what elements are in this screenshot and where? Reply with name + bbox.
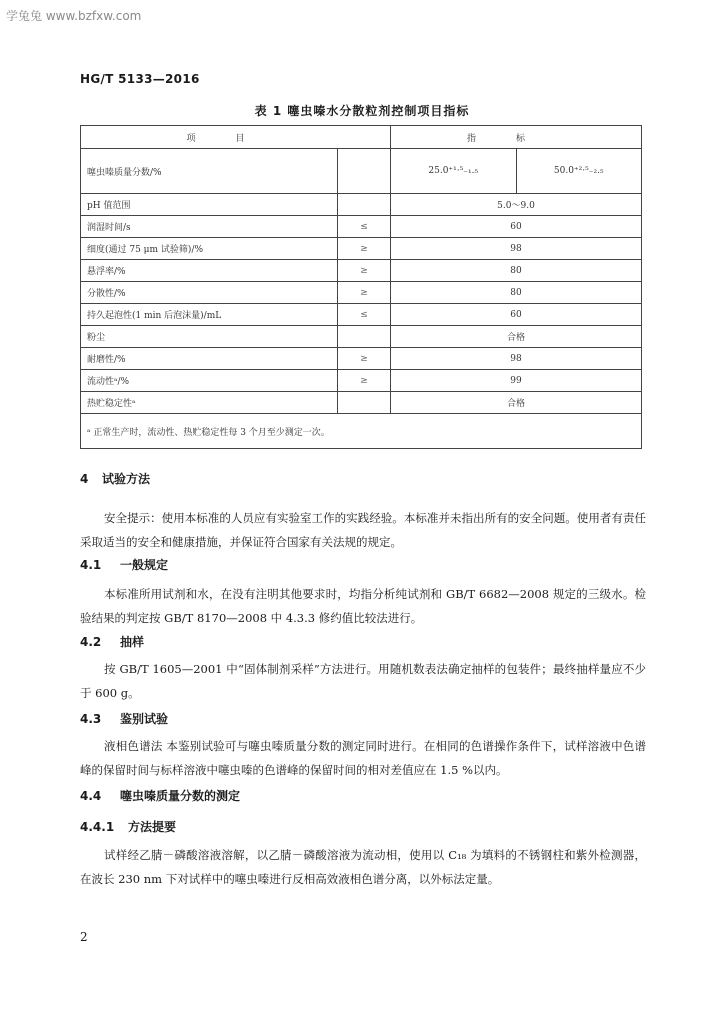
row-value: 60 [391,216,642,238]
table-row [81,194,642,216]
standard-code: HG/T 5133—2016 [80,72,200,86]
row-value: 99 [391,370,642,392]
page-number: 2 [80,930,88,944]
table-row [81,149,642,194]
section-number: 4.4.1 [80,820,115,834]
watermark-text: 学兔兔 www.bzfxw.com [6,9,142,23]
table-row [81,370,642,392]
section-title: 试验方法 [102,472,151,486]
row-symbol [338,392,391,414]
section-title: 一般规定 [120,558,169,572]
section-title: 方法提要 [128,820,177,834]
row-item: 持久起泡性(1 min 后泡沫量)/mL [81,304,338,326]
section-4-2-heading [80,633,144,650]
section-4-4-heading [80,787,240,804]
row-value: 98 [391,348,642,370]
table-row [81,326,642,348]
table-title: 表 1 噻虫嗪水分散粒剂控制项目指标 [254,104,470,118]
row-value: 80 [391,260,642,282]
row-value: 60 [391,304,642,326]
section-4-4-1-heading [80,818,176,835]
section-4-4-1-text: 试样经乙腈－磷酸溶液溶解，以乙腈－磷酸溶液为流动相，使用以 C₁₈ 为填料的不锈钢柱和紫外检测器，在波长 230 nm 下对试样中的噻虫嗪进行反相高效液相色谱分离，以外标法定量。 [80,848,646,886]
table-row [81,216,642,238]
row-item: 流动性ᵃ/% [81,370,338,392]
section-4-heading [80,470,150,487]
row-symbol [338,326,391,348]
row-item: 热贮稳定性ᵃ [81,392,338,414]
row-symbol: ≥ [338,238,391,260]
row-symbol [338,194,391,216]
section-4-3-heading [80,710,168,727]
row-value: 80 [391,282,642,304]
table-footnote: ᵃ 正常生产时，流动性、热贮稳定性每 3 个月至少测定一次。 [81,414,642,449]
row-item: 粉尘 [81,326,338,348]
table-note-row [81,414,642,449]
row-symbol: ≤ [338,216,391,238]
row-symbol: ≥ [338,348,391,370]
header-item: 项目 [81,126,391,149]
table-header-row [81,126,642,149]
section-title: 噻虫嗪质量分数的测定 [120,789,241,803]
table-row [81,282,642,304]
section-4-1-text: 本标准所用试剂和水，在没有注明其他要求时，均指分析纯试剂和 GB/T 6682—2008 规定的三级水。检验结果的判定按 GB/T 8170—2008 中 4.3.3 修约值比较法进行。 [80,587,646,625]
table-row [81,238,642,260]
row-item: 细度(通过 75 μm 试验筛)/% [81,238,338,260]
row-value-25: 25.0⁺¹·⁵₋₁.₅ [391,149,517,194]
row-symbol: ≥ [338,370,391,392]
row-symbol [338,149,391,194]
safety-notice: 安全提示：使用本标准的人员应有实验室工作的实践经验。本标准并未指出所有的安全问题。使用者有责任采取适当的安全和健康措施，并保证符合国家有关法规的规定。 [80,511,646,549]
row-value-50: 50.0⁺²·⁵₋₂.₅ [516,149,642,194]
section-number: 4.4 [80,789,102,803]
row-value: 合格 [391,326,642,348]
row-item: 悬浮率/% [81,260,338,282]
table-row [81,260,642,282]
section-4-3-text: 液相色谱法 本鉴别试验可与噻虫嗪质量分数的测定同时进行。在相同的色谱操作条件下，试样溶液中色谱峰的保留时间与标样溶液中噻虫嗪的色谱峰的保留时间的相对差值应在 1.5 %以内。 [80,739,646,777]
header-value: 指标 [391,126,642,149]
row-symbol: ≤ [338,304,391,326]
row-item: 分散性/% [81,282,338,304]
section-4-1-heading [80,556,168,573]
row-value: 98 [391,238,642,260]
section-title: 抽样 [120,635,145,649]
row-item: pH 值范围 [81,194,338,216]
section-number: 4.3 [80,712,102,726]
row-value: 5.0～9.0 [391,194,642,216]
section-number: 4.2 [80,635,102,649]
table-row [81,392,642,414]
section-number: 4.1 [80,558,102,572]
row-item: 耐磨性/% [81,348,338,370]
row-item: 噻虫嗪质量分数/% [81,149,338,194]
table-row [81,348,642,370]
spec-table [80,125,642,449]
row-item: 润湿时间/s [81,216,338,238]
section-4-2-text: 按 GB/T 1605—2001 中“固体制剂采样”方法进行。用随机数表法确定抽样的包装件；最终抽样量应不少于 600 g。 [80,662,646,700]
section-title: 鉴别试验 [120,712,169,726]
row-symbol: ≥ [338,282,391,304]
row-symbol: ≥ [338,260,391,282]
table-row [81,304,642,326]
section-number: 4 [80,472,89,486]
row-value: 合格 [391,392,642,414]
